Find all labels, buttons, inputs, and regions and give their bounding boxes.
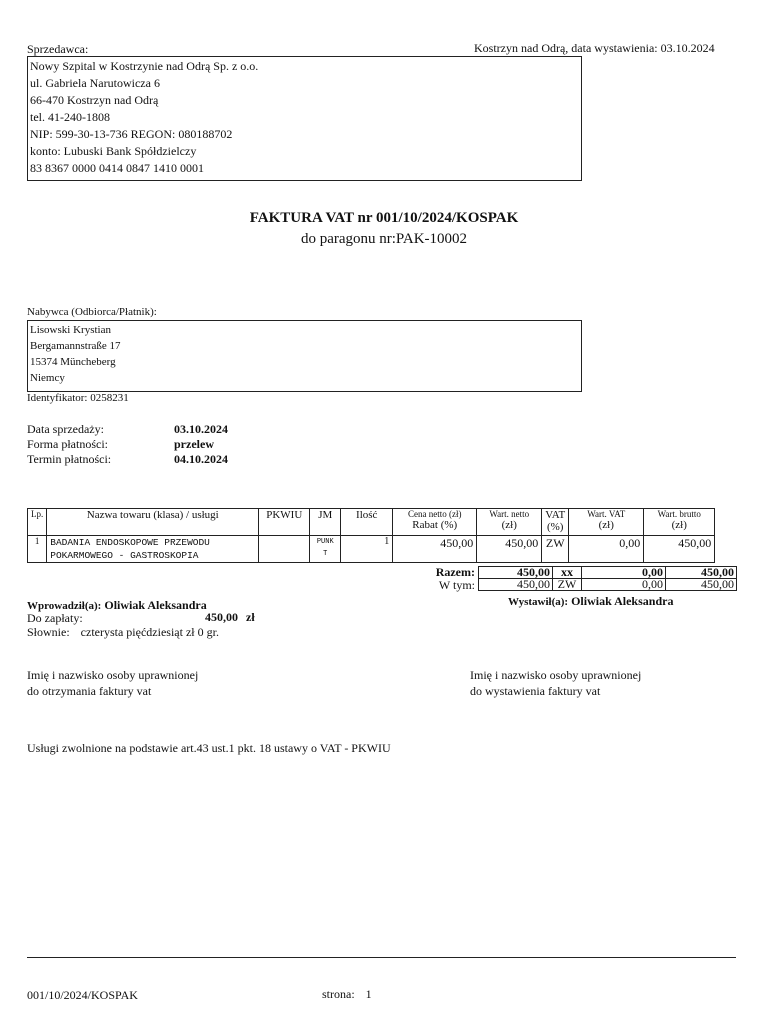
header-net-unit: (zł) — [501, 519, 517, 531]
total-vat-value: 0,00 — [642, 565, 663, 579]
total-net: 450,00 — [517, 565, 550, 579]
buyer-line: Lisowski Krystian — [30, 324, 111, 336]
header-price: Cena netto (zł) — [408, 509, 462, 519]
entered-by-label: Wprowadził(a): — [27, 600, 102, 612]
header-gross-unit: (zł) — [671, 519, 687, 531]
row-pkwiu — [259, 536, 310, 563]
footer-divider — [27, 957, 736, 958]
detail-label: Termin płatności: — [27, 452, 112, 466]
signature-receiver-line2: do otrzymania faktury vat — [27, 684, 152, 698]
of-which-label: W tym: — [438, 578, 475, 592]
of-which-vat-value: 0,00 — [642, 577, 663, 591]
signature-issuer-line1: Imię i nazwisko osoby uprawnionej — [470, 668, 642, 682]
buyer-line: Niemcy — [30, 372, 65, 384]
signature-receiver-line1: Imię i nazwisko osoby uprawnionej — [27, 668, 199, 682]
in-words-value: czterysta pięćdziesiąt zł 0 gr. — [80, 625, 219, 639]
header-gross: Wart. brutto — [657, 509, 701, 519]
footer-page — [322, 987, 372, 1002]
vat-exemption-note: Usługi zwolnione na podstawie art.43 ust.1 pkt. 18 ustawy o VAT - PKWIU — [27, 741, 391, 755]
sale-date: 03.10.2024 — [174, 422, 228, 436]
table-header — [28, 509, 715, 536]
row-qty: 1 — [341, 536, 393, 563]
seller-line: 83 8367 0000 0414 0847 1410 0001 — [30, 161, 204, 175]
row-lp: 1 — [28, 536, 47, 563]
header-vat-value-unit: (zł) — [598, 519, 614, 531]
header-net: Wart. netto — [489, 509, 530, 519]
row-vat-value: 0,00 — [569, 536, 644, 563]
to-pay-value: 450,00 — [205, 610, 238, 624]
header-vat: VAT — [545, 509, 566, 521]
issued-by — [508, 594, 673, 609]
row-name-line1: BADANIA ENDOSKOPOWE PRZEWODU — [50, 537, 210, 548]
row-vat: ZW — [542, 536, 569, 563]
issued-by-label: Wystawił(a): — [508, 596, 569, 608]
signature-receiver — [27, 667, 198, 699]
header-vat-value: Wart. VAT — [587, 509, 626, 519]
footer-doc-number: 001/10/2024/KOSPAK — [27, 988, 138, 1002]
total-vat: xx — [561, 565, 573, 579]
row-price: 450,00 — [393, 536, 477, 563]
row-gross: 450,00 — [644, 536, 715, 563]
in-words-label: Słownie: — [27, 625, 70, 639]
items-table — [27, 508, 715, 563]
of-which-vat: ZW — [557, 577, 577, 591]
total-gross: 450,00 — [701, 565, 734, 579]
signature-issuer-line2: do wystawienia faktury vat — [470, 684, 601, 698]
header-vat-unit: (%) — [546, 521, 564, 533]
invoice-title: FAKTURA VAT nr 001/10/2024/KOSPAK — [249, 210, 519, 226]
header-jm: JM — [310, 509, 341, 536]
buyer-box — [27, 320, 582, 392]
buyer-line: 15374 Müncheberg — [30, 356, 116, 368]
footer-page-label: strona: — [322, 987, 355, 1001]
row-jm-line1: PUNK — [316, 538, 334, 546]
seller-line: Nowy Szpital w Kostrzynie nad Odrą Sp. z o.o. — [30, 59, 259, 73]
seller-box — [27, 56, 582, 181]
header-name: Nazwa towaru (klasa) / usługi — [47, 509, 259, 536]
buyer-identifier: Identyfikator: 0258231 — [27, 392, 129, 404]
seller-line: tel. 41-240-1808 — [30, 110, 110, 124]
of-which-net: 450,00 — [517, 577, 550, 591]
total-label: Razem: — [435, 565, 475, 579]
issued-by-name: Oliwiak Aleksandra — [571, 594, 674, 608]
seller-label: Sprzedawca: — [27, 42, 89, 56]
header-pkwiu: PKWIU — [259, 509, 310, 536]
seller-line: NIP: 599-30-13-736 REGON: 080188702 — [30, 127, 233, 141]
entered-by-name: Oliwiak Aleksandra — [104, 598, 207, 612]
to-pay-currency: zł — [246, 610, 255, 624]
payment-method: przelew — [174, 437, 214, 451]
row-jm-line2: T — [323, 550, 328, 558]
invoice-subtitle: do paragonu nr:PAK-10002 — [300, 231, 468, 247]
details — [27, 422, 228, 467]
issue-place-date: Kostrzyn nad Odrą, data wystawienia: 03.10.2024 — [474, 41, 715, 55]
header-discount: Rabat (%) — [412, 519, 458, 531]
seller-line: konto: Lubuski Bank Spółdzielczy — [30, 144, 197, 158]
of-which-gross: 450,00 — [701, 577, 734, 591]
payment-due: 04.10.2024 — [174, 452, 228, 466]
header-qty: Ilość — [341, 509, 393, 536]
buyer-label: Nabywca (Odbiorca/Płatnik): — [27, 306, 157, 318]
detail-label: Data sprzedaży: — [27, 422, 104, 436]
table-row — [28, 536, 715, 563]
signature-issuer — [470, 667, 641, 699]
to-pay-label: Do zapłaty: — [27, 611, 83, 625]
header-lp: Lp. — [28, 509, 47, 536]
row-name-line2: POKARMOWEGO - GASTROSKOPIA — [50, 550, 199, 561]
seller-line: 66-470 Kostrzyn nad Odrą — [30, 93, 159, 107]
totals-block — [478, 565, 737, 591]
in-words — [27, 625, 219, 640]
seller-line: ul. Gabriela Narutowicza 6 — [30, 76, 160, 90]
buyer-line: Bergamannstraße 17 — [30, 340, 121, 352]
footer-page-number: 1 — [365, 987, 372, 1001]
row-net: 450,00 — [477, 536, 542, 563]
detail-label: Forma płatności: — [27, 437, 108, 451]
